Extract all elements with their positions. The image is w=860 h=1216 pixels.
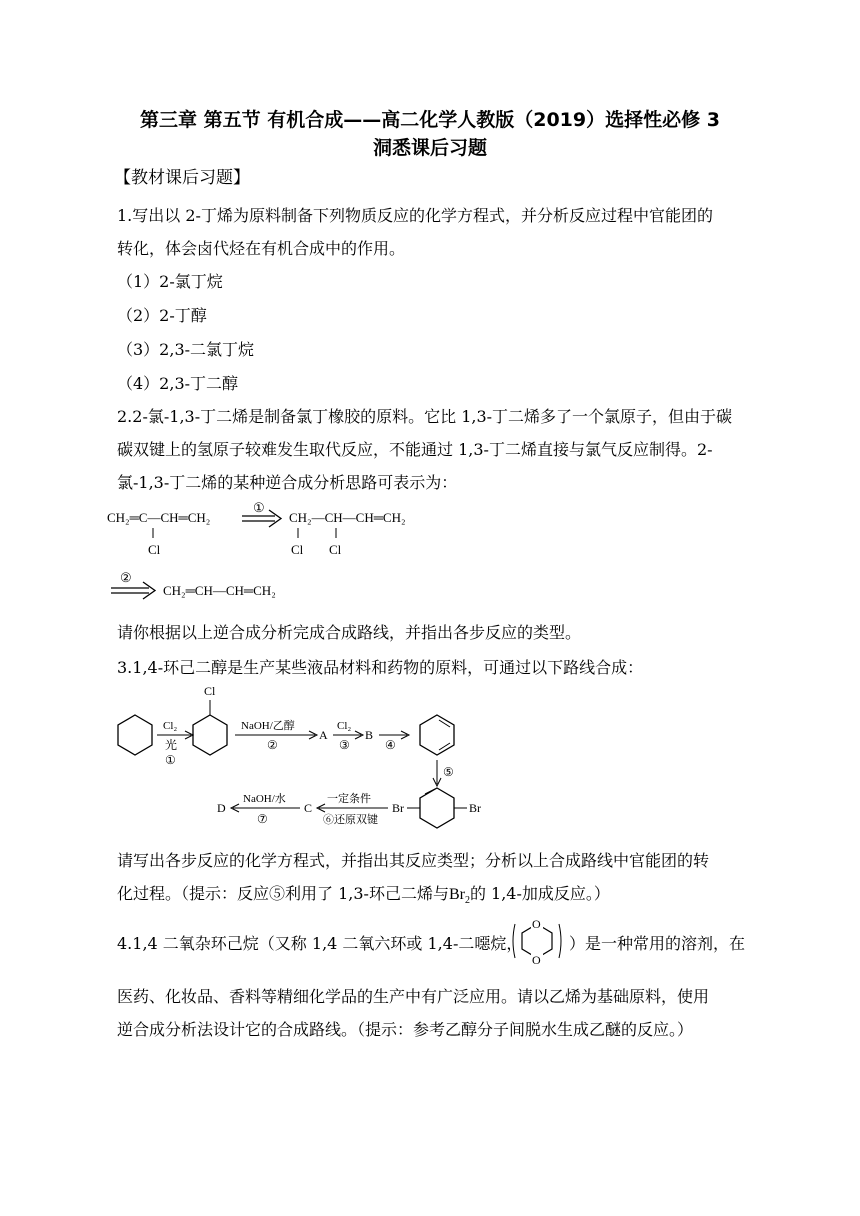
- q3-compound-b: B: [365, 728, 374, 742]
- q3-text-line3: [117, 881, 610, 906]
- q3-r7-step: ⑦: [257, 812, 268, 826]
- q3-compound-d: D: [217, 801, 226, 815]
- q3-r6-step: ⑥还原双键: [323, 814, 378, 826]
- cyclohexadiene-ring: [420, 715, 454, 755]
- q3-text-line3-post: 的 1,4-加成反应。）: [469, 884, 610, 903]
- q1-item-3: （3）2,3-二氯丁烷: [117, 340, 255, 359]
- q3-r4-step: ④: [385, 738, 396, 752]
- cyclohexane-ring: [118, 715, 152, 755]
- q4-text-line2: 医药、化妆品、香料等精细化学品的生产中有广泛应用。请以乙烯为基础原料，使用: [117, 987, 710, 1006]
- q2-compound2-chain: CH₂—CH—CH═CH₂: [289, 510, 406, 525]
- q3-r3-reagent: Cl₂: [337, 720, 352, 732]
- q4-text-line1-pre: 4.1,4 二氧杂环己烷（又称 1,4 二氧六环或 1,4-二噁烷，: [117, 934, 523, 953]
- q3-r5-step: ⑤: [443, 765, 454, 779]
- q1-item-4: （4）2,3-丁二醇: [117, 374, 239, 393]
- q2-text-line4: 请你根据以上逆合成分析完成合成路线，并指出各步反应的类型。: [117, 623, 582, 642]
- q3-r6-condition: 一定条件: [327, 793, 371, 805]
- q3-r2-reagent: NaOH/乙醇: [241, 720, 295, 732]
- q3-text-line3-pre: 化过程。（提示：反应⑤利用了 1,3-环己二烯与: [117, 884, 449, 903]
- q1-item-2: （2）2-丁醇: [117, 306, 207, 325]
- q2-step1-label: ①: [253, 500, 265, 515]
- q4-text-line3: 逆合成分析法设计它的合成路线。（提示：参考乙醇分子间脱水生成乙醚的反应。）: [117, 1020, 694, 1039]
- q2-text-line3: 氯-1,3-丁二烯的某种逆合成分析思路可表示为：: [117, 473, 458, 492]
- q3-br-subscript: 2: [464, 895, 470, 907]
- q3-r1-condition: 光: [165, 738, 178, 752]
- chlorocyclohexane-ring: [193, 715, 227, 755]
- q1-text-line2: 转化，体会卤代烃在有机合成中的作用。: [117, 239, 406, 258]
- page-title: 第三章 第五节 有机合成——高二化学人教版（2019）选择性必修 3: [140, 109, 720, 131]
- q3-br-left: Br: [392, 801, 404, 815]
- q2-text-line2: 碳双键上的氢原子较难发生取代反应，不能通过 1,3-丁二烯直接与氯气反应制得。2-: [117, 440, 713, 459]
- q3-r1-step: ①: [165, 753, 176, 767]
- q1-item-1: （1）2-氯丁烷: [117, 272, 223, 291]
- q3-compound-a: A: [319, 728, 328, 742]
- q2-compound1-chain: CH₂═C—CH═CH₂: [107, 510, 211, 525]
- q3-r1-reagent: Cl₂: [163, 720, 178, 732]
- dioxane-o-bottom: O: [532, 953, 541, 967]
- q2-retrosynthesis-scheme: [105, 500, 435, 610]
- q3-br-formula: Br: [448, 886, 465, 903]
- section-heading: 【教材课后习题】: [114, 168, 250, 188]
- q2-compound1-cl: Cl: [148, 542, 161, 557]
- q3-text-line2: 请写出各步反应的化学方程式，并指出其反应类型；分析以上合成路线中官能团的转: [117, 851, 710, 870]
- q1-text-line1: 1.写出以 2-丁烯为原料制备下列物质反应的化学方程式，并分析反应过程中官能团的: [117, 206, 713, 225]
- q2-compound2-cl1: Cl: [291, 542, 304, 557]
- retro-arrow-2: [111, 582, 155, 599]
- q3-cl-label: Cl: [204, 684, 216, 698]
- q3-text-line1: 3.1,4-环己二醇是生产某些液品材料和药物的原料，可通过以下路线合成：: [117, 658, 644, 677]
- dioxane-structure: [507, 912, 567, 970]
- q2-step2-label: ②: [120, 570, 132, 585]
- q3-r2-step: ②: [267, 738, 278, 752]
- q3-br-right: Br: [469, 801, 481, 815]
- q3-r7-reagent: NaOH/水: [243, 793, 286, 805]
- page-subtitle: 洞悉课后习题: [372, 137, 487, 159]
- q3-r3-step: ③: [339, 738, 350, 752]
- dioxane-o-top: O: [532, 917, 541, 931]
- q3-synthesis-scheme: [105, 680, 505, 835]
- q4-text-line1-post: ）是一种常用的溶剂，在: [569, 934, 746, 953]
- q2-compound3-chain: CH₂═CH—CH═CH₂: [163, 583, 276, 598]
- q2-compound2-cl2: Cl: [329, 542, 342, 557]
- q3-compound-c: C: [304, 801, 313, 815]
- q2-text-line1: 2.2-氯-1,3-丁二烯是制备氯丁橡胶的原料。它比 1,3-丁二烯多了一个氯原子，但由于碳: [117, 407, 733, 426]
